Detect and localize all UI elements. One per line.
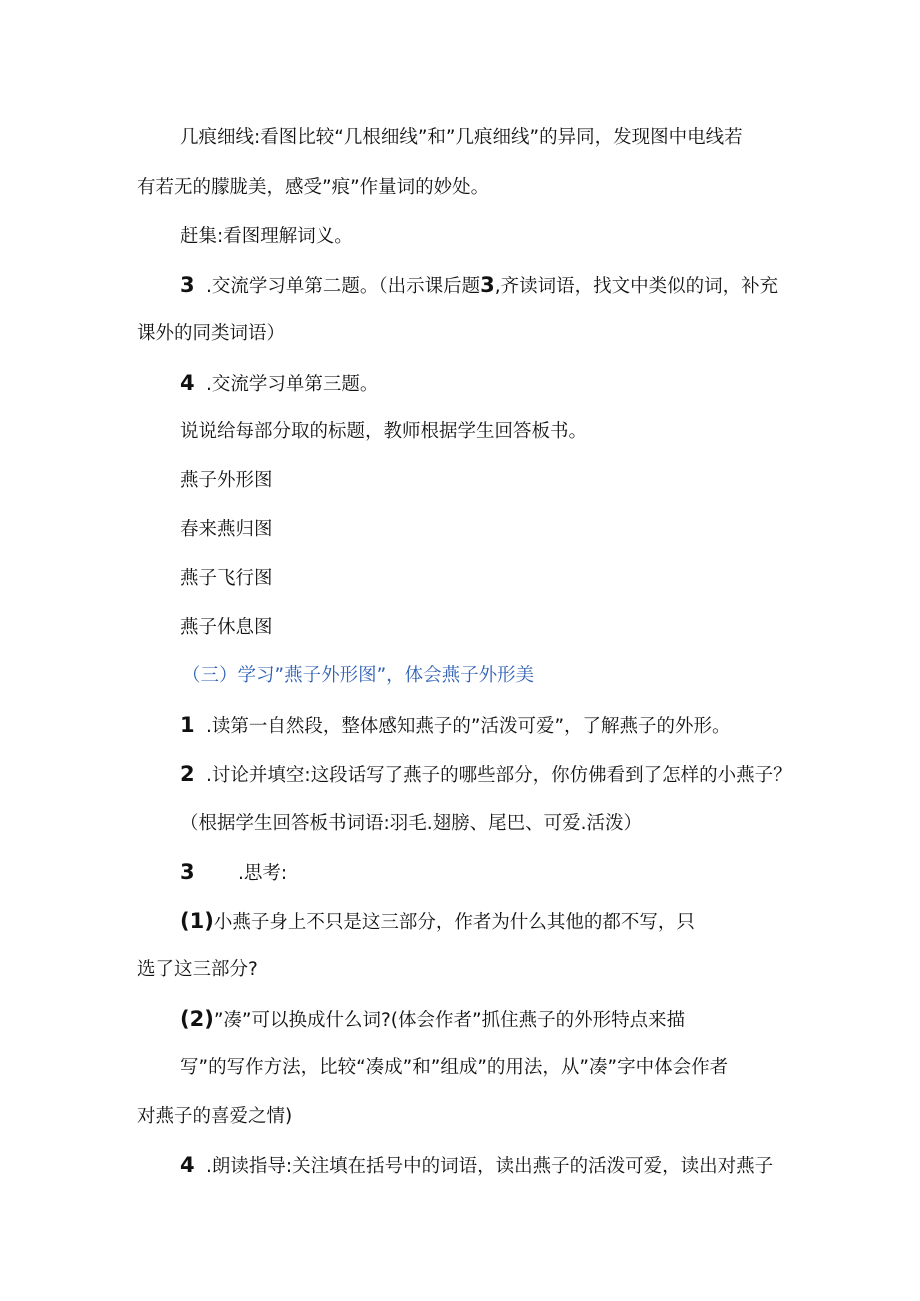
numbered-item	[180, 273, 778, 299]
text: .朗读指导:关注填在括号中的词语，读出燕子的活泼可爱，读出对燕子	[206, 1156, 774, 1177]
text: .交流学习单第三题。	[206, 374, 379, 395]
board-item	[180, 518, 273, 542]
text-line	[180, 420, 587, 444]
inline-number: 3	[480, 273, 495, 297]
text: .交流学习单第二题。（出示课后题	[206, 276, 481, 297]
text: 燕子飞行图	[180, 568, 273, 589]
item-number: (1)	[180, 909, 214, 933]
section-heading	[182, 664, 534, 688]
text-line	[137, 1105, 292, 1129]
text: 燕子休息图	[180, 617, 273, 638]
text: 几痕细线:看图比较“几根细线”和”几痕细线”的异同，发现图中电线若	[180, 127, 743, 148]
text: 燕子外形图	[180, 470, 273, 491]
numbered-item	[180, 762, 792, 788]
text-line	[137, 958, 258, 982]
text: 写”的写作方法，比较“凑成”和”组成”的用法，从”凑”字中体会作者	[180, 1057, 729, 1078]
numbered-item	[180, 1153, 773, 1179]
text-line	[137, 322, 285, 346]
item-number: 1	[180, 713, 195, 737]
text-line	[180, 225, 353, 249]
item-number: 3	[180, 860, 195, 884]
text: ”凑”可以换成什么词?(体会作者”抓住燕子的外形特点来描	[213, 1010, 686, 1031]
board-item	[180, 616, 273, 640]
board-item	[180, 469, 273, 493]
item-number: 3	[180, 273, 195, 297]
item-number: (2)	[180, 1007, 214, 1031]
numbered-item	[180, 713, 731, 739]
text: 说说给每部分取的标题，教师根据学生回答板书。	[180, 421, 588, 442]
text-line	[180, 126, 743, 150]
text: .讨论并填空:这段话写了燕子的哪些部分，你仿佛看到了怎样的小燕子？	[206, 765, 792, 786]
board-item	[180, 567, 273, 591]
text: （根据学生回答板书词语:羽毛.翅膀、尾巴、可爱.活泼）	[180, 813, 642, 834]
text: 选了这三部分?	[137, 959, 258, 980]
numbered-item	[180, 909, 695, 935]
text: .思考:	[238, 863, 288, 884]
text: 有若无的朦胧美，感受”痕”作量词的妙处。	[137, 177, 490, 198]
numbered-item	[180, 1007, 685, 1033]
text: ,齐读词语，找文中类似的词，补充	[494, 276, 779, 297]
text: .读第一自然段，整体感知燕子的”活泼可爱”，了解燕子的外形。	[206, 716, 731, 737]
numbered-item	[180, 371, 378, 397]
text: 课外的同类词语）	[137, 323, 286, 344]
text: 小燕子身上不只是这三部分，作者为什么其他的都不写，只	[213, 912, 695, 933]
text-line	[180, 812, 642, 836]
text: 对燕子的喜爱之情)	[137, 1106, 293, 1127]
text-line	[137, 176, 489, 200]
numbered-item	[180, 860, 287, 886]
text: 春来燕归图	[180, 519, 273, 540]
text: （三）学习”燕子外形图”，体会燕子外形美	[182, 665, 535, 686]
text-line	[180, 1056, 728, 1080]
text: 赶集:看图理解词义。	[180, 226, 353, 247]
item-number: 4	[180, 1153, 195, 1177]
item-number: 2	[180, 762, 195, 786]
item-number: 4	[180, 371, 195, 395]
